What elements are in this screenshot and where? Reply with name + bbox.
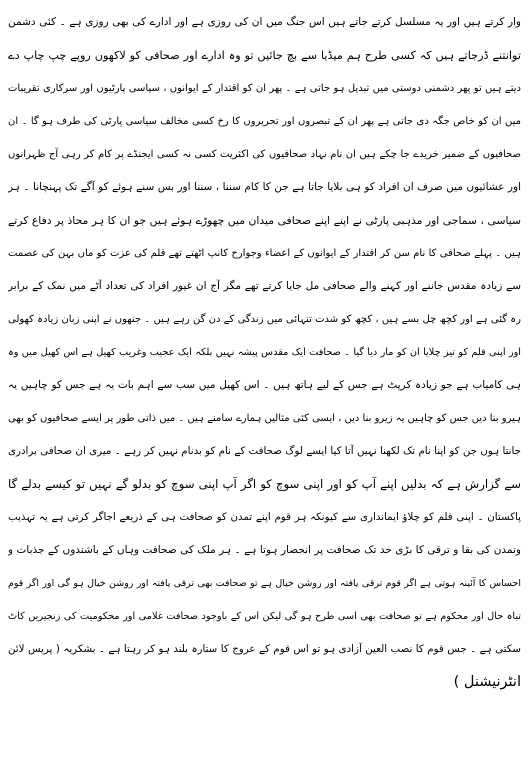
- article-line-19: تباہ حال اور محکوم ہے تو صحافت بھی اسی طرح ہو گی لیکن اس کے باوجود صحافت غلامی اور محکومیت کی زنجیریں کاٹ: [8, 611, 521, 622]
- article-line-17: وتمدن کی بقا و ترقی کا بڑی حد تک صحافت پر انحصار ہوتا ہے ۔ ہر ملک کی صحافت وہاں کے باشندوں کے جذبات و: [8, 544, 521, 556]
- article-line-21: انٹرنیشنل ): [453, 674, 521, 690]
- article-line-10: رہ گئی ہے اور کچھ چل بسے ہیں ، کچھ کو شدت تنہائی میں زندگی کے دن گن رہے ہیں ۔ جنھوں نے اپنی زبان زیادہ کھولی: [8, 314, 521, 325]
- article-line-18: احساس کا آئینہ ہوتی ہے اگر قوم ترقی یافتہ اور روشن خیال ہے تو صحافت بھی ترقی یافتہ اور روشن خیال ہو گی اور اگر قوم: [8, 578, 521, 589]
- article-line-8: ہیں ۔ پہلے صحافی کا نام سن کر اقتدار کے ایوانوں کے اعضاء وجوارح کانپ اٹھتے تھے قلم کی عزت کو ماں بہن کی عصمت: [8, 248, 521, 259]
- article-line-13: ہیرو بنا دیں جس کو چاہیں یہ زیرو بنا دیں ، ایسی کئی مثالیں ہمارے سامنے ہیں ۔ میں ذاتی طور پر ایسے صحافیوں کو بھی: [8, 413, 521, 424]
- article-line-9: سے زیادہ مقدس جاننے اور کہنے والے صحافی مل جایا کرتے تھے مگر آج ان غیور افراد کی تعداد آٹے میں نمک کے برابر: [8, 280, 521, 292]
- article-line-1: وار کرتے ہیں اور یہ مسلسل کرتے جاتے ہیں اس جنگ میں ان کی روزی ہے اور ادارے کی بھی روزی ہے ۔ کئی دشمن: [8, 16, 521, 28]
- article-line-15: سے گزارش ہے کہ بدلیں اپنے آپ کو اور اپنی سوچ کو اگر آپ اپنی سوچ کو بدلو گے نہیں تو کیسے بدلے گا: [8, 477, 521, 491]
- article-line-2: توانتنے ڈرجاتے ہیں کہ کسی طرح ہم میڈیا سے بچ جائیں تو وہ ادارے اور صحافی کو لاکھوں روپے چپ چاپ دے: [8, 49, 521, 62]
- article-line-3: دیتے ہیں تو پھر دشمنی دوستی میں تبدیل ہو جاتی ہے ۔ پھر ان کو اقتدار کے ایوانوں ، سیاسی پارٹیوں اور سرکاری تقریبات: [8, 83, 521, 94]
- article-line-4: میں ان کو خاص جگہ دی جاتی ہے پھر ان کے تبصروں اور تحریروں کا رخ کسی مخالف سیاسی پارٹی کی طرف ہو گا ۔ ان: [8, 116, 521, 127]
- article-line-11: اور اپنی قلم کو تیز چلایا ان کو مار دیا گیا ۔ صحافت ایک مقدس پیشہ نہیں بلکہ ایک عجیب وغریب کھیل ہے اس کھیل میں وہ: [8, 347, 521, 358]
- article-line-5: صحافیوں کے ضمیر خریدے جا چکے ہیں ان نام نہاد صحافیوں کی اکثریت کسی نہ کسی ایجنڈے پر کام کر رہی آج ظہرانوں: [8, 149, 521, 160]
- article-line-16: پاکستان ۔ اپنی قلم کو چلاؤ ایمانداری سے کیونکہ ہر قوم اپنے تمدن کو صحافت ہی کے ذریعے اجاگر کرتی ہے یہ تہذیب: [8, 511, 521, 523]
- article-line-6: اور عشائیوں میں صرف ان افراد کو ہی بلایا جاتا ہے جن کا کام سننا ، سننا اور بس سنے ہوئے کو آگے تک پہنچانا ۔ ہر: [8, 181, 521, 193]
- article-line-7: سیاسی ، سماجی اور مذہبی پارٹی نے اپنے اپنے صحافی میدان میں چھوڑے ہوئے ہیں جو ان کا ہر محاذ پر دفاع کرتے: [8, 214, 521, 227]
- article-line-14: جانتا ہوں جن کو اپنا نام تک لکھنا نہیں آتا کیا ایسے لوگ صحافت کے نام کو بدنام نہیں کر رہے ۔ میری ان صحافی برادری: [8, 445, 521, 457]
- article-line-20: سکتی ہے ۔ جس قوم کا نصب العین آزادی ہو تو اس قوم کے عروج کا ستارہ بلند ہو کر رہتا ہے ۔ بشکریہ ( پریس لائن: [8, 643, 521, 655]
- article-line-12: ہی کامیاب ہے جو زیادہ کرپٹ ہے جس کے لیے ہاتھ ہیں ۔ اس کھیل میں سب سے اہم بات یہ ہے جس کو چاہیں یہ: [8, 379, 521, 391]
